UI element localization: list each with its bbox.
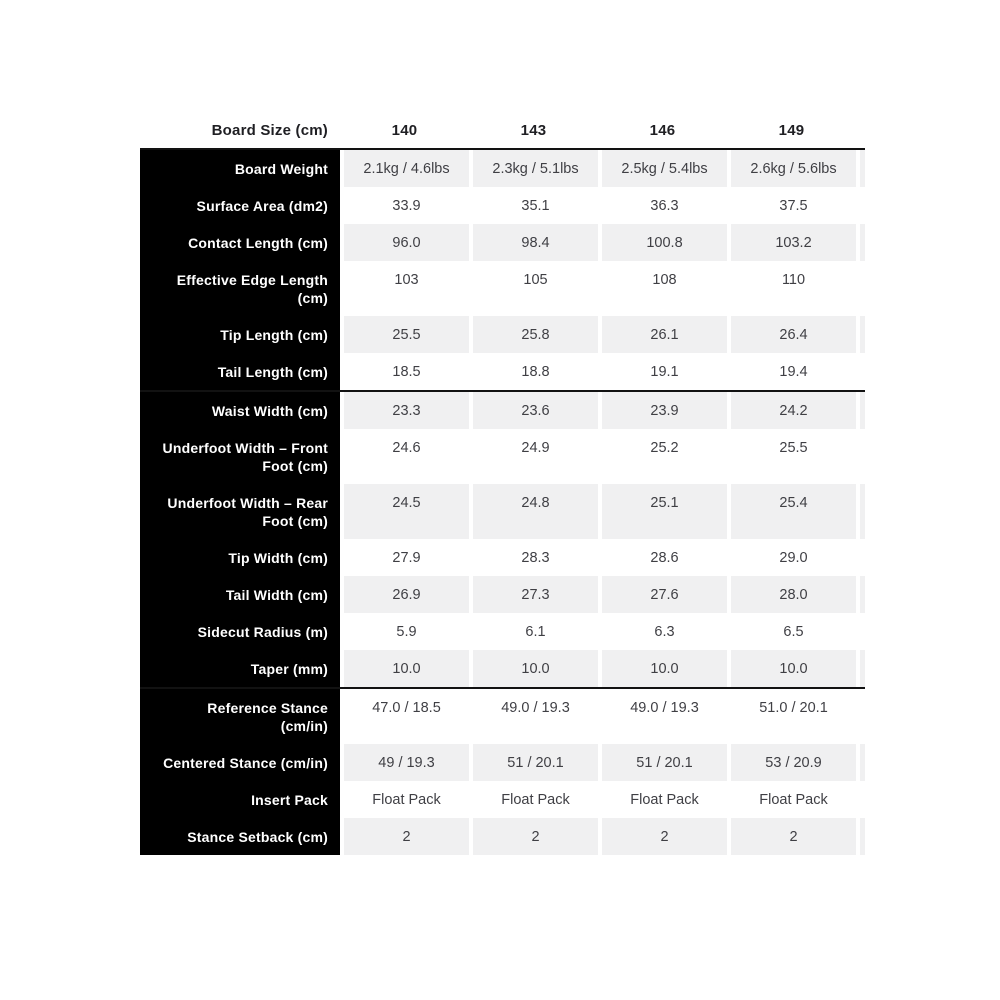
spec-value-cell: 27.6 [598, 576, 727, 613]
clipped-column-cell [856, 781, 865, 818]
spec-row [140, 484, 865, 539]
spec-value-cell: 6.5 [727, 613, 856, 650]
spec-value-cell: Float Pack [598, 781, 727, 818]
clipped-column-cell [856, 150, 865, 187]
spec-value-cell: 27.9 [340, 539, 469, 576]
spec-row-label: Tail Length (cm) [140, 353, 340, 390]
clipped-column-cell [856, 353, 865, 390]
spec-value-cell: 28.3 [469, 539, 598, 576]
spec-value-cell: 6.3 [598, 613, 727, 650]
clipped-column-cell [856, 392, 865, 429]
spec-value-cell: 100.8 [598, 224, 727, 261]
spec-value-cell: 18.5 [340, 353, 469, 390]
clipped-column-cell [856, 316, 865, 353]
spec-value-cell: 96.0 [340, 224, 469, 261]
spec-value-cell: 103.2 [727, 224, 856, 261]
spec-row [140, 818, 865, 855]
spec-value-cell: 25.4 [727, 484, 856, 539]
spec-value-cell: 2 [340, 818, 469, 855]
spec-row [140, 224, 865, 261]
board-specs-scroll-area[interactable] [140, 112, 865, 874]
spec-table-body [140, 150, 865, 855]
size-column-header-140: 140 [391, 121, 418, 139]
spec-row [140, 187, 865, 224]
spec-value-cell: 28.0 [727, 576, 856, 613]
spec-value-cell: 36.3 [598, 187, 727, 224]
spec-row-label: Tail Width (cm) [140, 576, 340, 613]
spec-row-label: Underfoot Width – Front Foot (cm) [140, 429, 340, 484]
spec-value-cell: 23.9 [598, 392, 727, 429]
spec-value-cell: 10.0 [340, 650, 469, 687]
spec-value-cell: 108 [598, 261, 727, 316]
spec-value-cell: 25.5 [340, 316, 469, 353]
table-header-row [140, 112, 865, 150]
spec-value-cell: 53 / 20.9 [727, 744, 856, 781]
spec-value-cell: 2.1kg / 4.6lbs [340, 150, 469, 187]
clipped-column-cell [856, 261, 865, 316]
spec-row-label: Tip Width (cm) [140, 539, 340, 576]
spec-value-cell: 51 / 20.1 [469, 744, 598, 781]
clipped-column-cell [856, 484, 865, 539]
board-specs-table [140, 112, 865, 855]
spec-value-cell: 103 [340, 261, 469, 316]
spec-value-cell: 25.1 [598, 484, 727, 539]
spec-row [140, 781, 865, 818]
spec-value-cell: 29.0 [727, 539, 856, 576]
spec-value-cell: 10.0 [727, 650, 856, 687]
spec-row [140, 261, 865, 316]
spec-row-label: Underfoot Width – Rear Foot (cm) [140, 484, 340, 539]
spec-value-cell: 2.6kg / 5.6lbs [727, 150, 856, 187]
clipped-column-cell [856, 744, 865, 781]
spec-row-label: Taper (mm) [140, 650, 340, 687]
spec-value-cell: 2.3kg / 5.1lbs [469, 150, 598, 187]
spec-value-cell: 10.0 [598, 650, 727, 687]
clipped-column-cell [856, 539, 865, 576]
spec-row [140, 539, 865, 576]
spec-row [140, 744, 865, 781]
spec-row-label: Sidecut Radius (m) [140, 613, 340, 650]
spec-value-cell: 2 [469, 818, 598, 855]
spec-value-cell: 10.0 [469, 650, 598, 687]
spec-value-cell: 24.6 [340, 429, 469, 484]
spec-row-label: Tip Length (cm) [140, 316, 340, 353]
spec-row [140, 687, 865, 744]
spec-value-cell: Float Pack [727, 781, 856, 818]
spec-row-label: Stance Setback (cm) [140, 818, 340, 855]
spec-value-cell: 49 / 19.3 [340, 744, 469, 781]
spec-row-label: Board Weight [140, 150, 340, 187]
spec-value-cell: 2 [727, 818, 856, 855]
size-column-header-146: 146 [649, 121, 676, 139]
spec-value-cell: 2 [598, 818, 727, 855]
spec-value-cell: 33.9 [340, 187, 469, 224]
spec-row [140, 429, 865, 484]
spec-value-cell: 110 [727, 261, 856, 316]
spec-row-label: Contact Length (cm) [140, 224, 340, 261]
clipped-column-cell [856, 429, 865, 484]
spec-row-label: Surface Area (dm2) [140, 187, 340, 224]
spec-value-cell: 2.5kg / 5.4lbs [598, 150, 727, 187]
spec-value-cell: Float Pack [469, 781, 598, 818]
spec-row [140, 353, 865, 390]
spec-row [140, 150, 865, 187]
spec-value-cell: 19.4 [727, 353, 856, 390]
spec-value-cell: 49.0 / 19.3 [469, 689, 598, 744]
spec-value-cell: 5.9 [340, 613, 469, 650]
spec-value-cell: 105 [469, 261, 598, 316]
spec-value-cell: 35.1 [469, 187, 598, 224]
spec-row-label: Effective Edge Length (cm) [140, 261, 340, 316]
spec-value-cell: 23.3 [340, 392, 469, 429]
spec-row-label: Waist Width (cm) [140, 392, 340, 429]
spec-value-cell: 24.8 [469, 484, 598, 539]
spec-value-cell: 28.6 [598, 539, 727, 576]
clipped-column-cell [856, 576, 865, 613]
spec-value-cell: 37.5 [727, 187, 856, 224]
spec-value-cell: 27.3 [469, 576, 598, 613]
spec-value-cell: 19.1 [598, 353, 727, 390]
spec-row-label: Insert Pack [140, 781, 340, 818]
spec-value-cell: 26.9 [340, 576, 469, 613]
clipped-column-cell [856, 650, 865, 687]
size-column-header-149: 149 [778, 121, 805, 139]
spec-value-cell: 26.4 [727, 316, 856, 353]
spec-row [140, 316, 865, 353]
clipped-column-cell [856, 224, 865, 261]
spec-value-cell: 23.6 [469, 392, 598, 429]
spec-value-cell: 18.8 [469, 353, 598, 390]
spec-value-cell: 98.4 [469, 224, 598, 261]
spec-value-cell: 26.1 [598, 316, 727, 353]
clipped-column-cell [856, 613, 865, 650]
spec-value-cell: 25.5 [727, 429, 856, 484]
spec-value-cell: 24.2 [727, 392, 856, 429]
spec-row [140, 650, 865, 687]
spec-value-cell: 24.5 [340, 484, 469, 539]
board-size-header-label: Board Size (cm) [211, 121, 328, 139]
spec-row-label: Centered Stance (cm/in) [140, 744, 340, 781]
size-column-header-143: 143 [520, 121, 547, 139]
spec-row-label: Reference Stance (cm/in) [140, 689, 340, 744]
spec-row [140, 613, 865, 650]
spec-value-cell: 24.9 [469, 429, 598, 484]
spec-value-cell: 49.0 / 19.3 [598, 689, 727, 744]
spec-value-cell: 25.8 [469, 316, 598, 353]
spec-value-cell: Float Pack [340, 781, 469, 818]
spec-row [140, 390, 865, 429]
spec-value-cell: 25.2 [598, 429, 727, 484]
clipped-column-cell [856, 689, 865, 744]
spec-value-cell: 51.0 / 20.1 [727, 689, 856, 744]
spec-row [140, 576, 865, 613]
spec-value-cell: 47.0 / 18.5 [340, 689, 469, 744]
clipped-column-cell [856, 818, 865, 855]
spec-value-cell: 51 / 20.1 [598, 744, 727, 781]
clipped-column-cell [856, 187, 865, 224]
spec-value-cell: 6.1 [469, 613, 598, 650]
